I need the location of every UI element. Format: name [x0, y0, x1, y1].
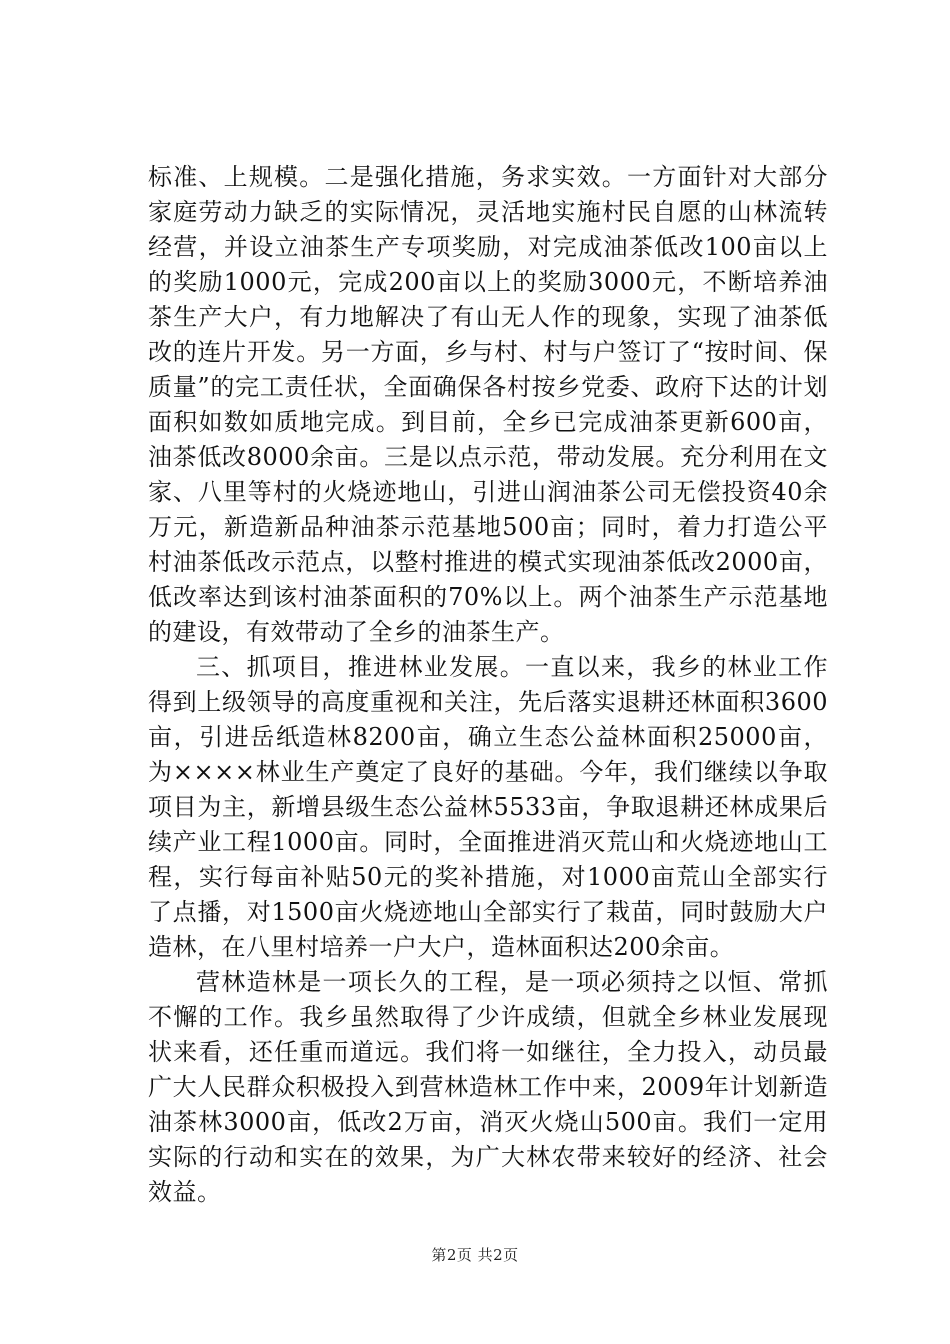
document-body	[148, 160, 828, 1210]
paragraph-section-three: 三、抓项目，推进林业发展。一直以来，我乡的林业工作得到上级领导的高度重视和关注，先后落实退耕还林面积3600亩，引进岳纸造林8200亩，确立生态公益林面积25000亩，为××××林业生产奠定了良好的基础。今年，我们继续以争取项目为主，新增县级生态公益林5533亩，争取退耕还林成果后续产业工程1000亩。同时，全面推进消灭荒山和火烧迹地山工程，实行每亩补贴50元的奖补措施，对1000亩荒山全部实行了点播，对1500亩火烧迹地山全部实行了栽苗，同时鼓励大户造林，在八里村培养一户大户，造林面积达200余亩。	[148, 653, 828, 961]
paragraph-conclusion: 营林造林是一项长久的工程，是一项必须持之以恒、常抓不懈的工作。我乡虽然取得了少许成绩，但就全乡林业发展现状来看，还任重而道远。我们将一如继往，全力投入，动员最广大人民群众积极投入到营林造林工作中来，2009年计划新造油茶林3000亩，低改2万亩，消灭火烧山500亩。我们一定用实际的行动和实在的效果，为广大林农带来较好的经济、社会效益。	[148, 968, 828, 1206]
page-number-footer: 第2页 共2页	[431, 1246, 519, 1264]
paragraph-continued: 标准、上规模。二是强化措施，务求实效。一方面针对大部分家庭劳动力缺乏的实际情况，灵活地实施村民自愿的山林流转经营，并设立油茶生产专项奖励，对完成油茶低改100亩以上的奖励1000元，完成200亩以上的奖励3000元，不断培养油茶生产大户，有力地解决了有山无人作的现象，实现了油茶低改的连片开发。另一方面，乡与村、村与户签订了“按时间、保质量”的完工责任状，全面确保各村按乡党委、政府下达的计划面积如数如质地完成。到目前，全乡已完成油茶更新600亩，油茶低改8000余亩。三是以点示范，带动发展。充分利用在文家、八里等村的火烧迹地山，引进山润油茶公司无偿投资40余万元，新造新品种油茶示范基地500亩；同时，着力打造公平村油茶低改示范点，以整村推进的模式实现油茶低改2000亩，低改率达到该村油茶面积的70%以上。两个油茶生产示范基地的建设，有效带动了全乡的油茶生产。	[148, 163, 828, 646]
